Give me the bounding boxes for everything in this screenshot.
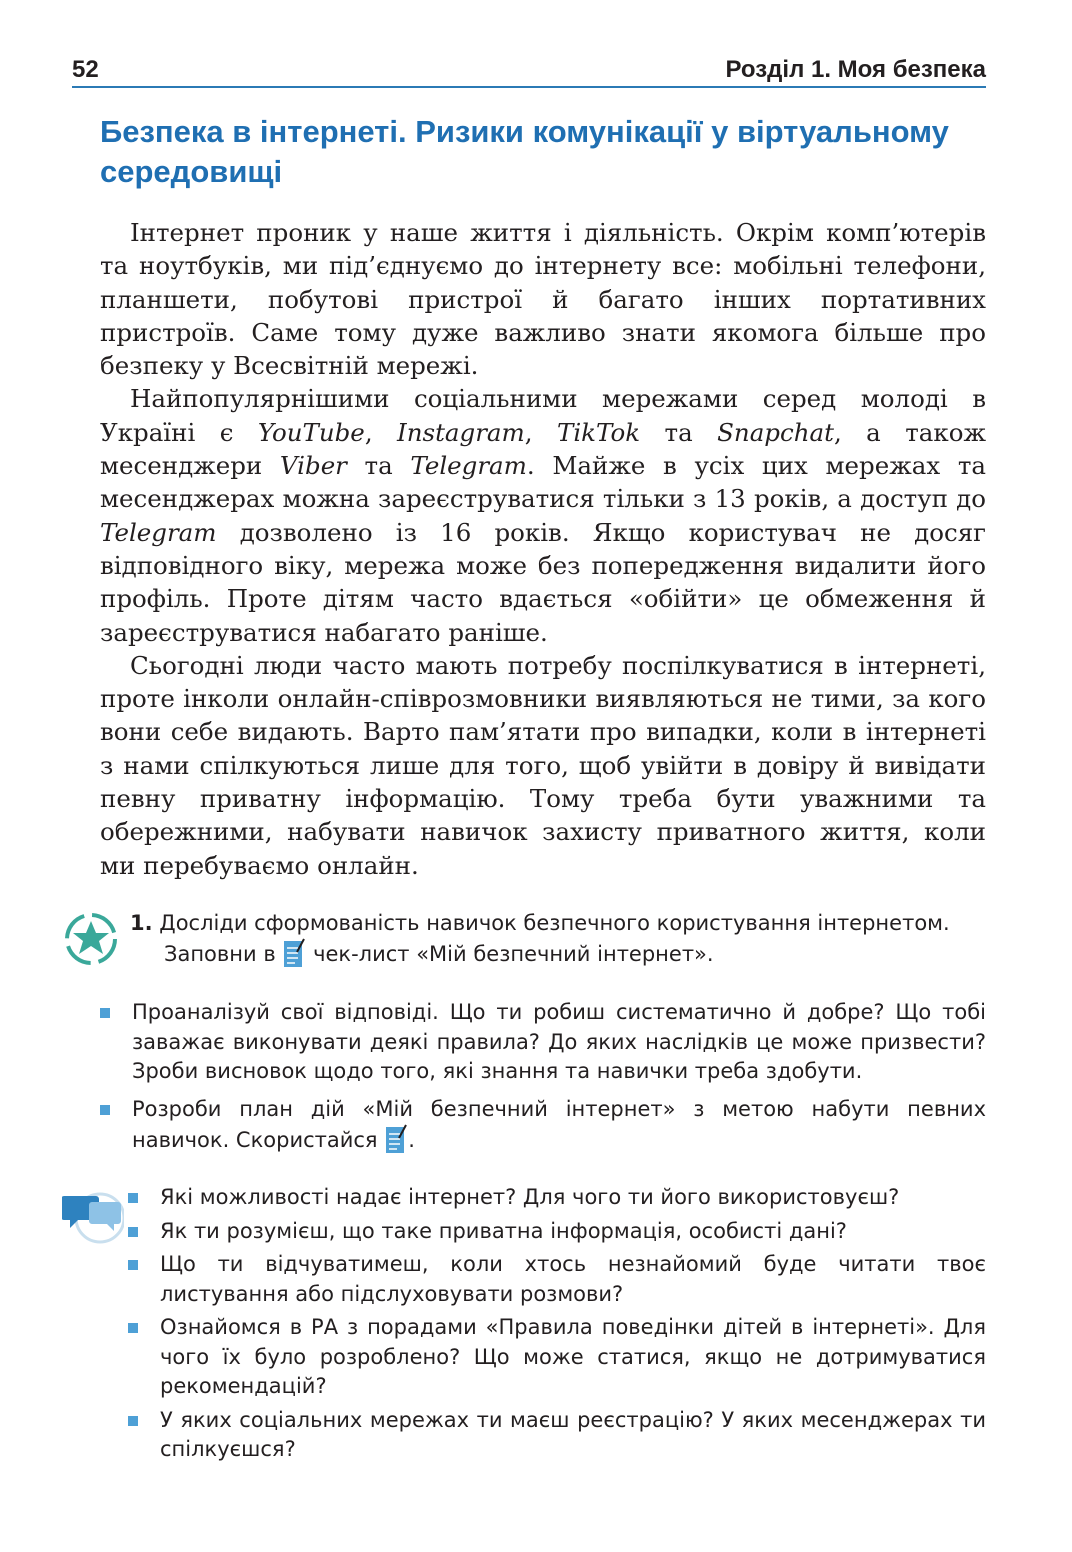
page-number: 52 xyxy=(72,56,99,83)
youtube-name: YouTube xyxy=(257,417,365,447)
task-1 xyxy=(130,908,990,969)
list-item: Які можливості надає інтернет? Для чого ти його використовуєш? xyxy=(128,1183,986,1213)
paragraph-intro: Інтернет проник у наше життя і діяльність. Окрім комп’ютерів та ноутбуків, ми під’єднуємо до інтернету все: мобільні телефони, планшети, побутові пристрої й багато інших портативних пристроїв. Саме тому дуже важливо знати якомога більше про безпеку у Всесвітній мережі. xyxy=(100,218,986,381)
task-number: 1. xyxy=(130,911,153,935)
document-icon[interactable] xyxy=(283,938,305,968)
discussion-list xyxy=(128,1183,986,1469)
document-icon[interactable] xyxy=(385,1124,407,1154)
instagram-name: Instagram xyxy=(397,417,525,447)
paragraph-social-networks: Найпопулярнішими соціальними мережами серед молоді в Україні є YouTube, Instagram, TikTok та Snapchat, а також месенджери Viber та Telegram. Майже в усіх цих мережах та месенджерах можна зареєструватися тільки з 13 років, а доступ до Telegram дозволено із 16 років. Якщо користувач не досяг відповідного віку, мережа може без попередження видалити його профіль. Проте дітям часто вдається «обійти» це обмеження й зареєструватися набагато раніше. xyxy=(100,384,986,647)
section-label: Розділ 1. Моя безпека xyxy=(725,56,986,83)
task-line-1: 1. Досліди сформованість навичок безпечного користування інтернетом. xyxy=(130,911,950,935)
list-item: Розроби план дій «Мій безпечний інтернет» з метою набути певних навичок. Скористайся . xyxy=(100,1095,986,1156)
list-item: Проаналізуй свої відповіді. Що ти робиш систематично й добре? Що тобі заважає виконувати деякі правила? До яких наслідків це може призвести? Зроби висновок щодо того, які знання та навички треба здобути. xyxy=(100,998,986,1087)
telegram-name: Telegram xyxy=(100,517,217,547)
task-bullet-list xyxy=(100,998,986,1164)
viber-name: Viber xyxy=(279,451,347,481)
page-header xyxy=(72,52,986,88)
list-item: Ознайомся в РА з порадами «Правила поведінки дітей в інтернеті». Для чого їх було розроблено? Що може статися, якщо не дотримуватися рекомендацій? xyxy=(128,1313,986,1402)
list-item: Що ти відчуватимеш, коли хтось незнайомий буде читати твоє листування або підслуховувати розмови? xyxy=(128,1250,986,1309)
star-icon xyxy=(64,912,118,966)
telegram-name: Telegram xyxy=(410,451,527,481)
paragraph-online-risks: Сьогодні люди часто мають потребу поспілкуватися в інтернеті, проте інколи онлайн-співрозмовники виявляються не тими, за кого вони себе видають. Варто пам’ятати про випадки, коли в інтернеті з нами спілкуються лише для того, щоб увійти в довіру й вивідати певну приватну інформацію. Тому треба бути уважними та обережними, набувати навичок захисту приватного життя, коли ми перебуваємо онлайн. xyxy=(100,650,986,880)
tiktok-name: TikTok xyxy=(557,417,641,447)
snapchat-name: Snapchat xyxy=(717,417,834,447)
chat-bubbles-icon xyxy=(62,1188,124,1246)
page-title: Безпека в інтернеті. Ризики комунікації у віртуальному середовищі xyxy=(100,114,949,189)
main-text xyxy=(100,216,986,882)
task-line-2: Заповни в чек-лист «Мій безпечний інтернет». xyxy=(130,938,990,969)
list-item: Як ти розумієш, що таке приватна інформація, особисті дані? xyxy=(128,1217,986,1247)
list-item: У яких соціальних мережах ти маєш реєстрацію? У яких месенджерах ти спілкуєшся? xyxy=(128,1406,986,1465)
